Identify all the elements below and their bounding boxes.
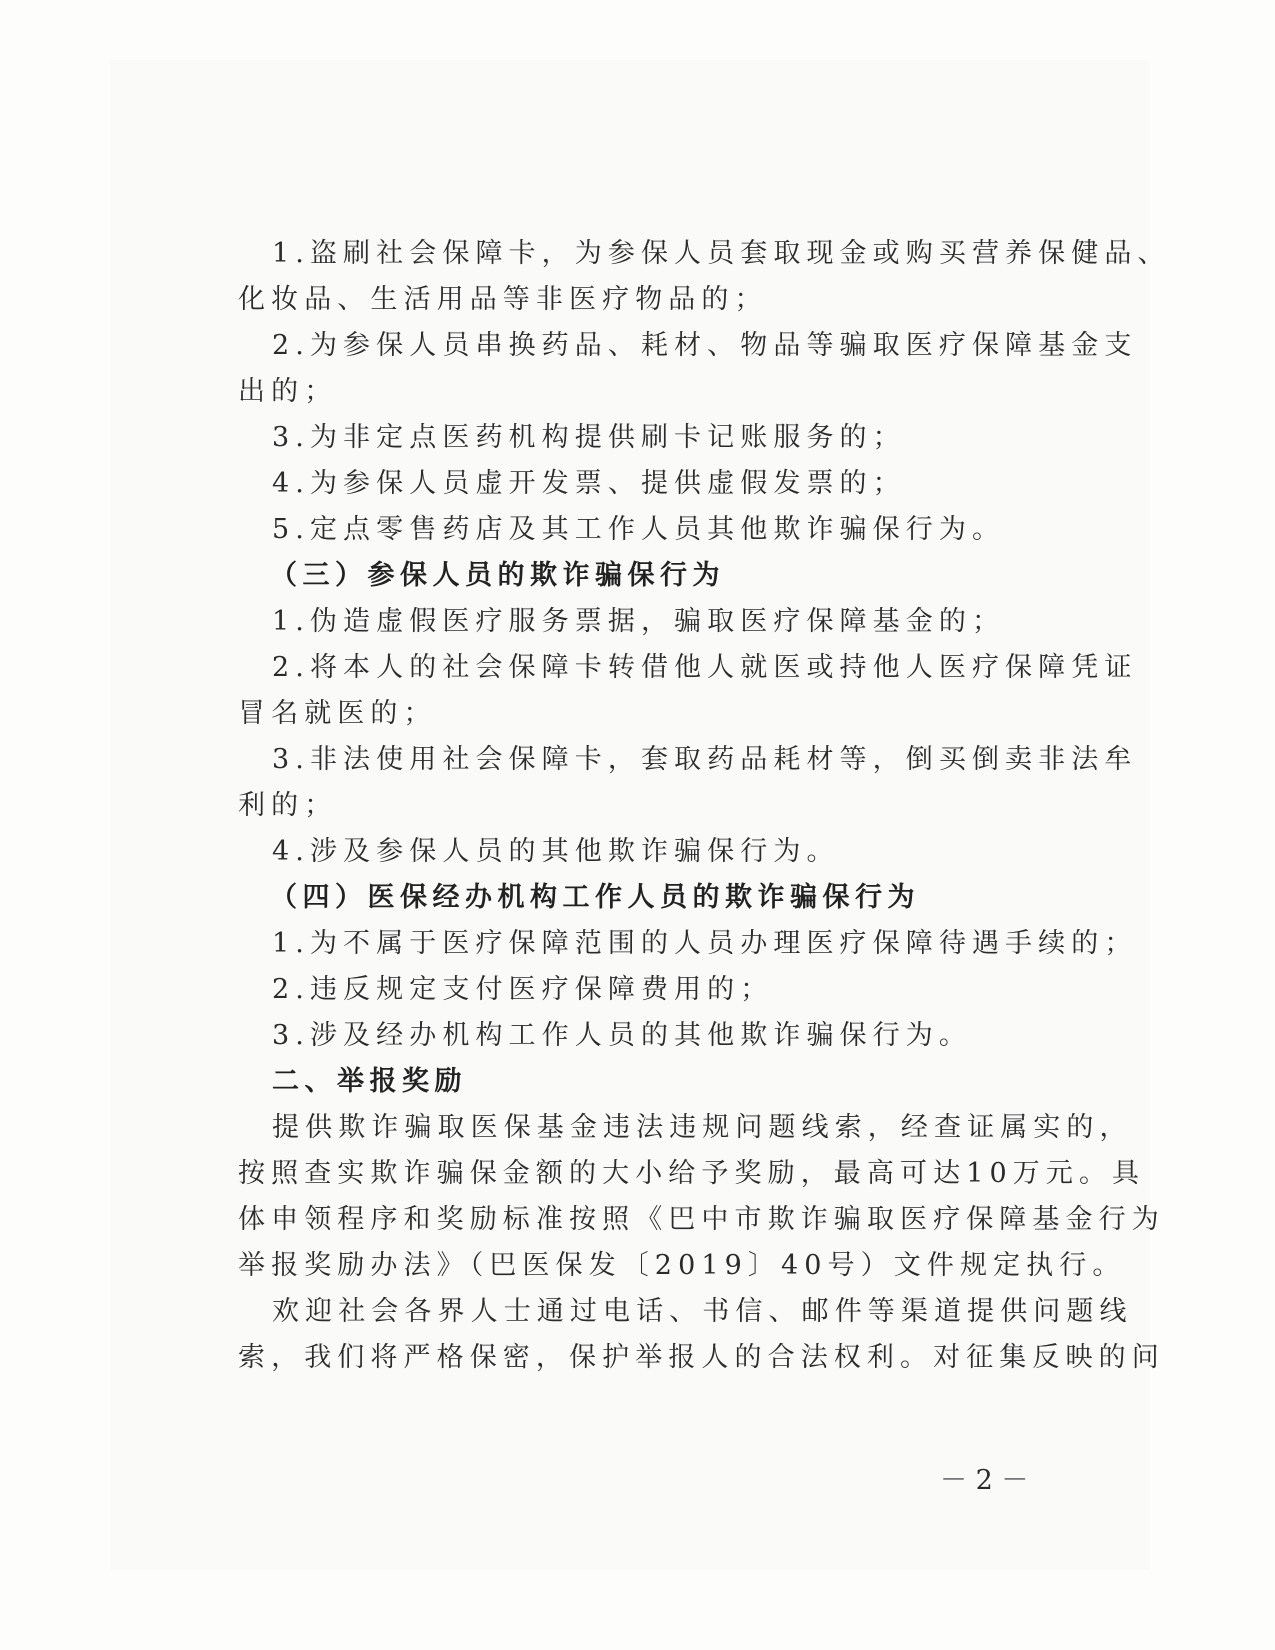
- item-4-1: 1.为不属于医疗保障范围的人员办理医疗保障待遇手续的；: [272, 928, 1138, 959]
- item-3-4: 4.涉及参保人员的其他欺诈骗保行为。: [272, 836, 840, 867]
- welcome-paragraph-line-2: 索，我们将严格保密，保护举报人的合法权利。对征集反映的问: [238, 1342, 1165, 1373]
- reward-paragraph-line-2: 按照查实欺诈骗保金额的大小给予奖励，最高可达10万元。具: [238, 1158, 1146, 1189]
- item-4-2: 2.违反规定支付医疗保障费用的；: [272, 974, 774, 1005]
- item-2-1-line-1: 1.盗刷社会保障卡，为参保人员套取现金或购买营养保健品、: [272, 238, 1171, 269]
- reward-paragraph-line-4: 举报奖励办法》（巴医保发〔2019〕40号）文件规定执行。: [238, 1250, 1126, 1281]
- item-3-2-line-1: 2.将本人的社会保障卡转借他人就医或持他人医疗保障凭证: [272, 652, 1138, 683]
- reward-paragraph-line-3: 体申领程序和奖励标准按照《巴中市欺诈骗取医疗保障基金行为: [238, 1204, 1165, 1235]
- part-2-heading: 二、举报奖励: [272, 1066, 467, 1097]
- page-number: － 2 －: [940, 1465, 1029, 1496]
- welcome-paragraph-line-1: 欢迎社会各界人士通过电话、书信、邮件等渠道提供问题线: [272, 1296, 1133, 1327]
- item-3-2-line-2: 冒名就医的；: [238, 698, 437, 729]
- reward-paragraph-line-1: 提供欺诈骗取医保基金违法违规问题线索，经查证属实的，: [272, 1112, 1133, 1143]
- item-2-2-line-2: 出的；: [238, 376, 338, 407]
- item-2-3: 3.为非定点医药机构提供刷卡记账服务的；: [272, 422, 906, 453]
- item-4-3: 3.涉及经办机构工作人员的其他欺诈骗保行为。: [272, 1020, 972, 1051]
- item-2-1-line-2: 化妆品、生活用品等非医疗物品的；: [238, 284, 768, 315]
- section-3-heading: （三）参保人员的欺诈骗保行为: [270, 560, 725, 591]
- item-3-1: 1.伪造虚假医疗服务票据，骗取医疗保障基金的；: [272, 606, 1006, 637]
- item-2-2-line-1: 2.为参保人员串换药品、耗材、物品等骗取医疗保障基金支: [272, 330, 1138, 361]
- item-3-3-line-2: 利的；: [238, 790, 338, 821]
- section-4-heading: （四）医保经办机构工作人员的欺诈骗保行为: [270, 882, 920, 913]
- item-2-5: 5.定点零售药店及其工作人员其他欺诈骗保行为。: [272, 514, 1006, 545]
- item-3-3-line-1: 3.非法使用社会保障卡，套取药品耗材等，倒买倒卖非法牟: [272, 744, 1138, 775]
- item-2-4: 4.为参保人员虚开发票、提供虚假发票的；: [272, 468, 906, 499]
